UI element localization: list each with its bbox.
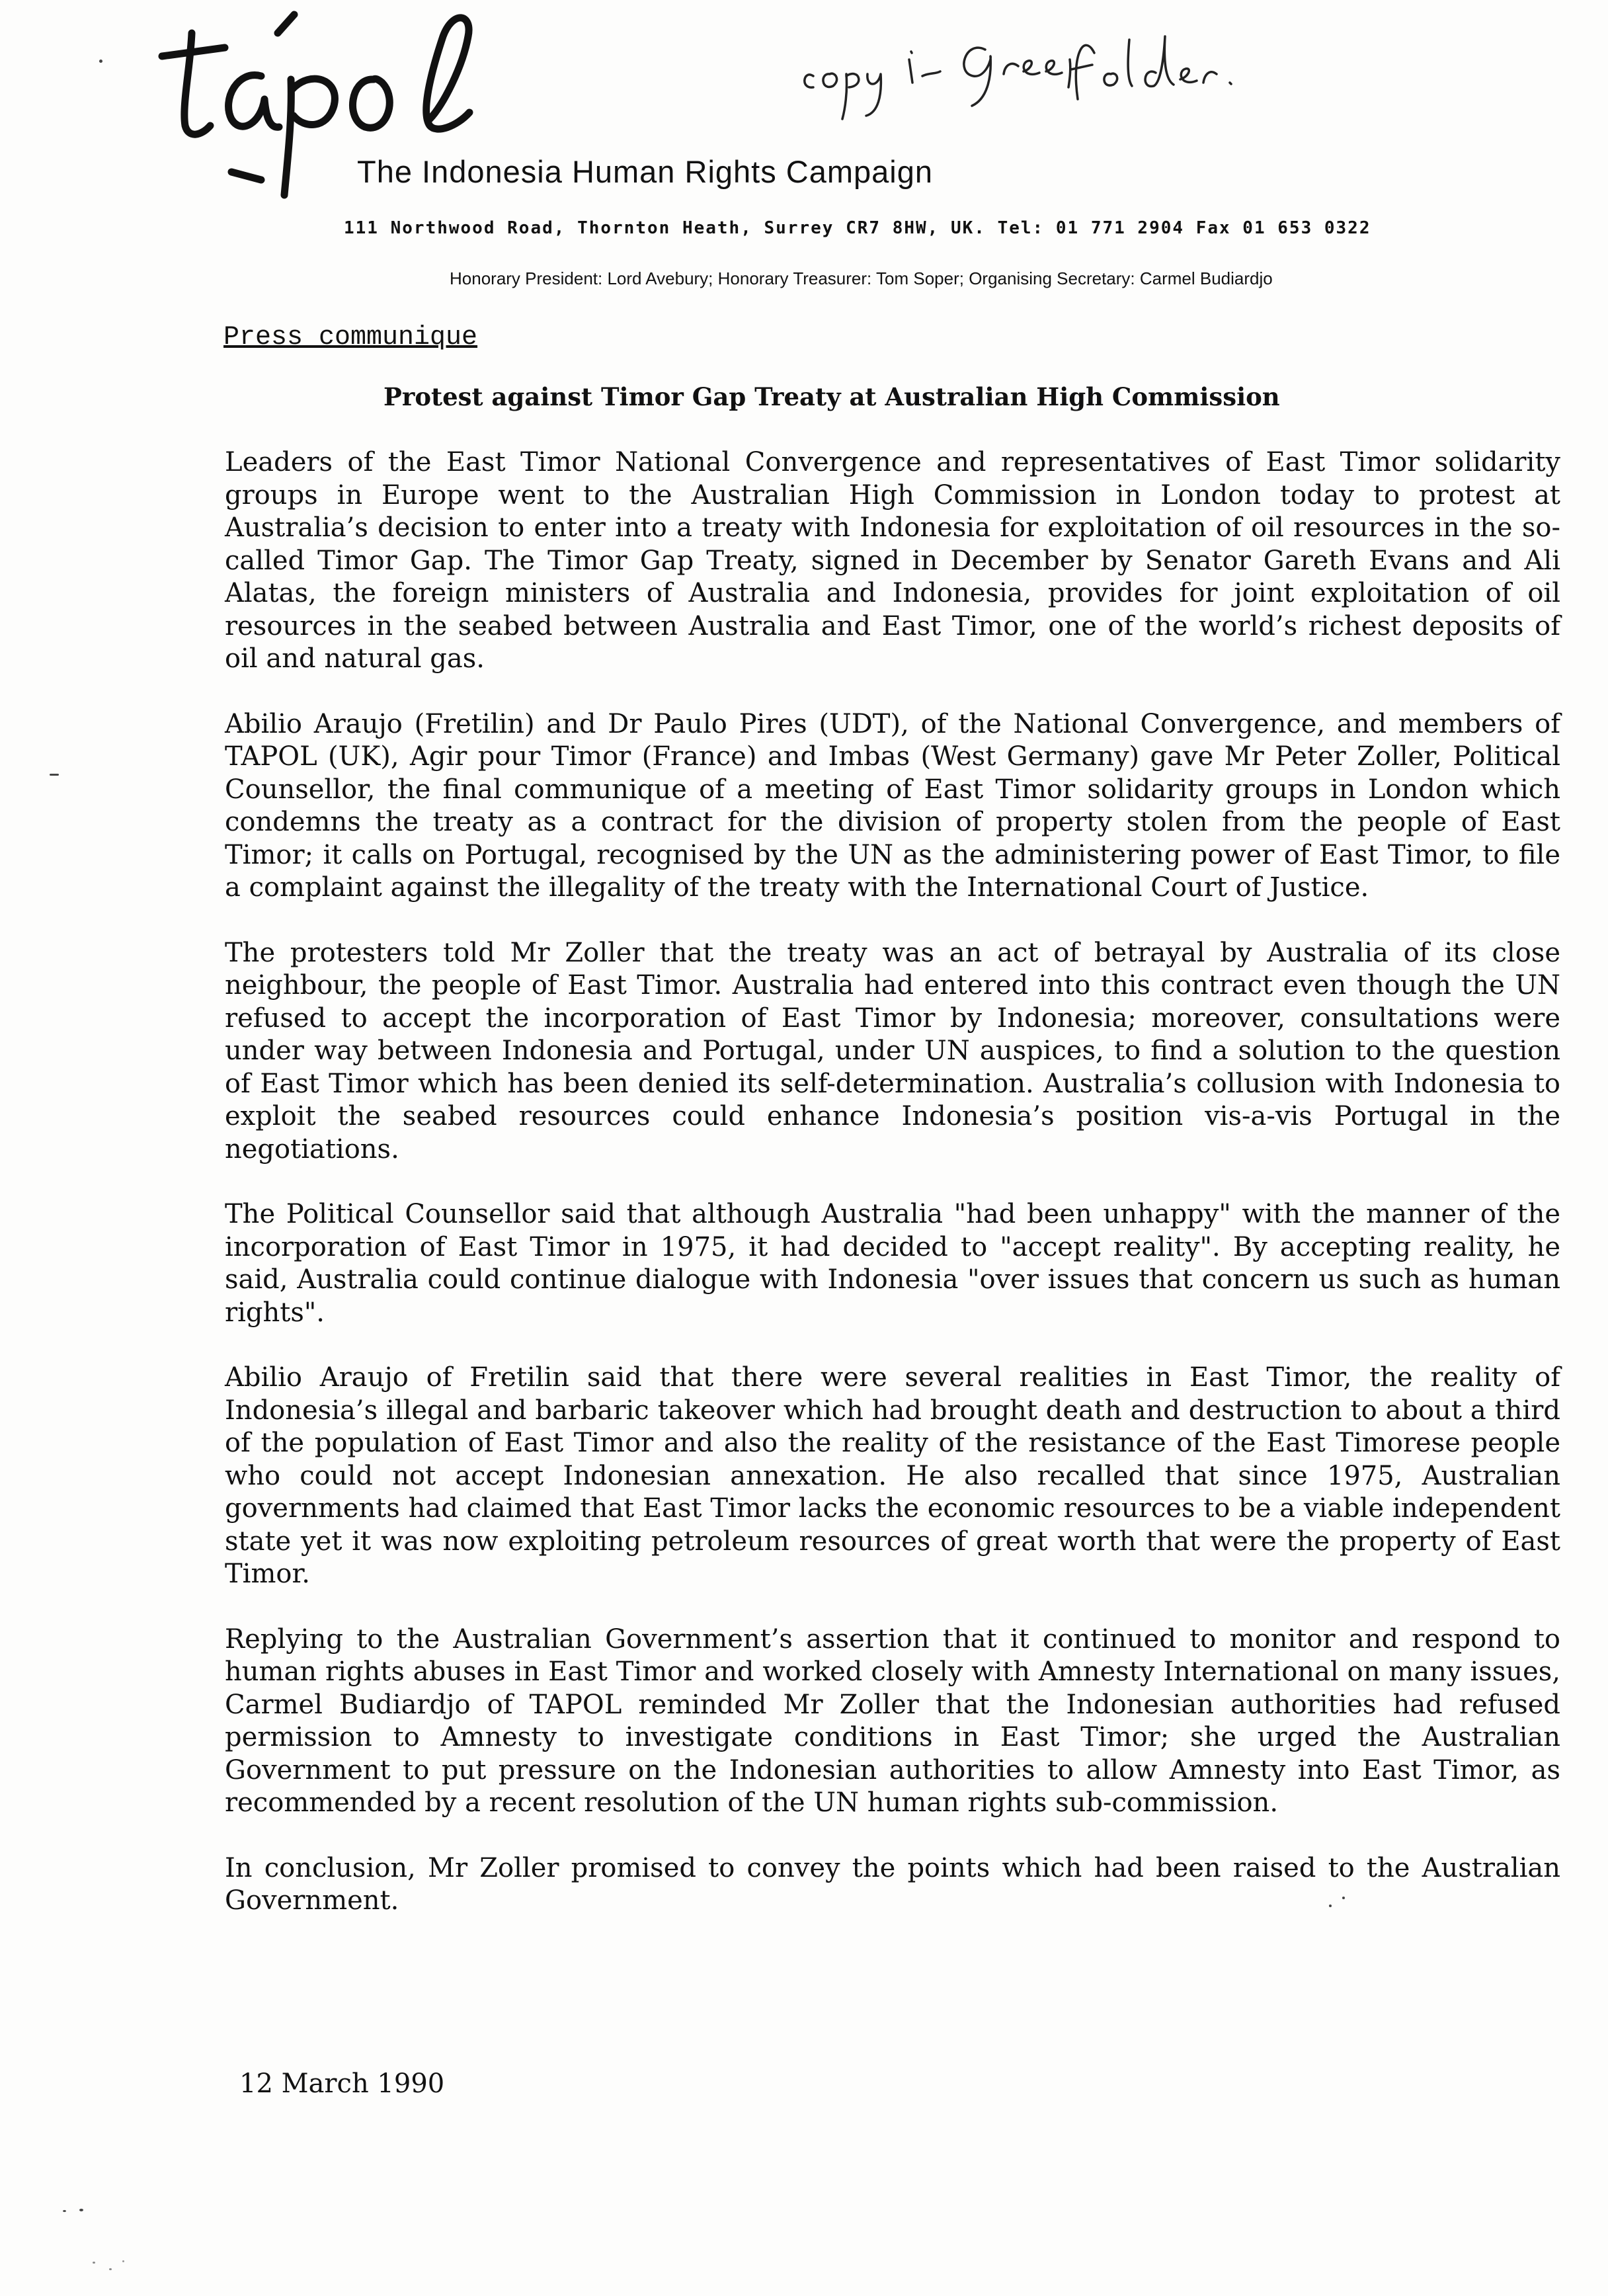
press-headline: Protest against Timor Gap Treaty at Australian High Commission (383, 382, 1280, 411)
paragraph: Abilio Araujo (Fretilin) and Dr Paulo Pires (UDT), of the National Convergence, and members of TAPOL (UK), Agir pour Timor (France) and Imbas (West Germany) gave Mr Peter Zoller, Political Counsellor, the final communique of a meeting of East Timor solidarity groups in London which condemns the treaty as a contract for the division of property stolen from the people of East Timor; it calls on Portugal, recognised by the UN as the administering power of East Timor, to file a complaint against the illegality of the treaty with the International Court of Justice. (225, 708, 1560, 903)
scan-speck (122, 2260, 124, 2262)
organisation-address: 111 Northwood Road, Thornton Heath, Surrey CR7 8HW, UK. Tel: 01 771 2904 Fax 01 653 0322 (344, 218, 1371, 238)
paragraph: Abilio Araujo of Fretilin said that there were several realities in East Timor, the reality of Indonesia’s illegal and barbaric takeover which had brought death and destruction to about a third of the population of East Timor and also the reality of the resistance of the East Timorese people who could not accept Indonesian annexation. He also recalled that since 1975, Australian governments had claimed that East Timor lacks the economic resources to be a viable independent state yet it was now exploiting petroleum resources of great worth that were the property of East Timor. (225, 1362, 1560, 1589)
organisation-officers: Honorary President: Lord Avebury; Honorary Treasurer: Tom Soper; Organising Secretary: Carmel Budiardjo (450, 268, 1273, 288)
paragraph: The Political Counsellor said that although Australia "had been unhappy" with the manner of the incorporation of East Timor in 1975, it had decided to "accept reality". By accepting reality, he said, Australia could continue dialogue with Indonesia "over issues that concern us such as human rights". (225, 1199, 1560, 1328)
press-body (225, 446, 1560, 1950)
handwritten-note (793, 13, 1256, 126)
paragraph: Replying to the Australian Government’s assertion that it continued to monitor and respond to human rights abuses in East Timor and worked closely with Amnesty International on many issues, Carmel Budiardjo of TAPOL reminded Mr Zoller that the Indonesian authorities had refused permission to Amnesty to investigate conditions in East Timor; she urged the Australian Government to put pressure on the Indonesian authorities to allow Amnesty into East Timor, as recommended by a recent resolution of the UN human rights sub-commission. (225, 1623, 1560, 1818)
paragraph: In conclusion, Mr Zoller promised to convey the points which had been raised to the Australian Government. (225, 1852, 1560, 1916)
paragraph: Leaders of the East Timor National Convergence and representatives of East Timor solidarity groups in Europe went to the Australian High Commission in London today to protest at Australia’s decision to enter into a treaty with Indonesia for exploitation of oil resources in the so-called Timor Gap. The Timor Gap Treaty, signed in December by Senator Gareth Evans and Ali Alatas, the foreign ministers of Australia and Indonesia, provides for joint exploitation of oil resources in the seabed between Australia and East Timor, one of the world’s richest deposits of oil and natural gas. (225, 447, 1560, 674)
document-date: 12 March 1990 (239, 2069, 445, 2099)
handwriting-scribble-icon (793, 13, 1256, 126)
scan-speck (1342, 1897, 1345, 1899)
scan-speck (79, 2209, 83, 2211)
scan-speck (109, 2268, 112, 2270)
document-type-label: Press communique (223, 323, 478, 352)
paragraph: The protesters told Mr Zoller that the treaty was an act of betrayal by Australia of its close neighbour, the people of East Timor. Australia had entered into this contract even though the UN refused to accept the incorporation of East Timor by Indonesia; moreover, consultations were under way between Indonesia and Portugal, under UN auspices, to find a solution to the question of East Timor which has been denied its self-determination. Australia’s collusion with Indonesia to exploit the seabed resources could enhance Indonesia’s position vis-a-vis Portugal in the negotiations. (225, 937, 1560, 1165)
scan-speck (93, 2262, 95, 2264)
scan-speck (63, 2210, 66, 2212)
scan-speck (50, 774, 59, 776)
scan-speck (1329, 1905, 1332, 1907)
organisation-name: The Indonesia Human Rights Campaign (357, 154, 934, 189)
scan-speck (99, 60, 102, 63)
